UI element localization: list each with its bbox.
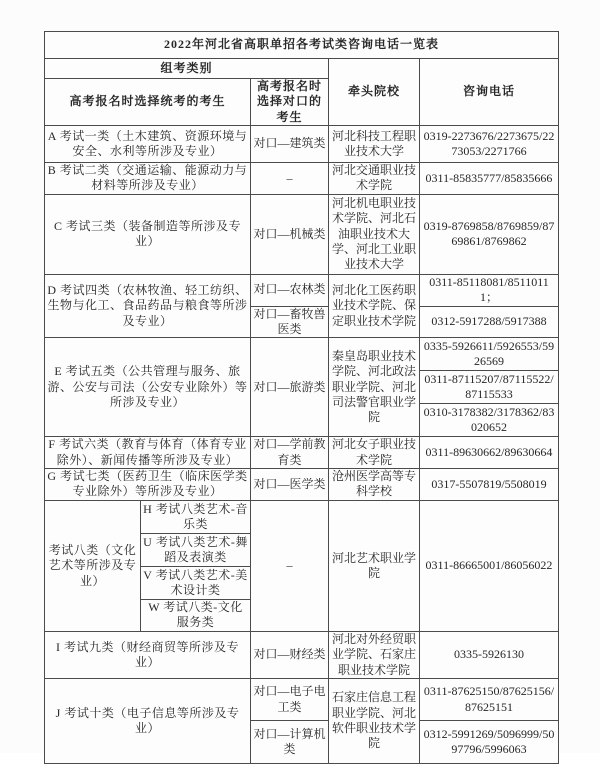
table-row <box>45 338 559 371</box>
school-cell: 秦皇岛职业技术学院、河北政法职业学院、河北司法警官职业学院 <box>329 338 420 437</box>
table-row <box>45 194 559 274</box>
subtype-cell: U 考试八类艺术-舞蹈及表演类 <box>141 533 251 566</box>
subtype-cell: H 考试八类艺术-音乐类 <box>141 500 251 533</box>
table-row <box>45 163 559 195</box>
category-cell: A 考试一类（土木建筑、资源环境与安全、水利等所涉及专业） <box>45 126 251 163</box>
duikou-cell: 对口—医学类 <box>251 468 329 500</box>
school-cell: 河北艺术职业学院 <box>329 500 420 631</box>
phone-cell: 0310-3178382/3178362/83020652 <box>420 404 559 437</box>
duikou-cell: 对口—财经类 <box>251 631 329 678</box>
phone-cell: 0311-87115207/87115522/87115533 <box>420 371 559 404</box>
category-cell: B 考试二类（交通运输、能源动力与材料等所涉及专业） <box>45 163 251 195</box>
school-cell: 河北对外经贸职业学院、石家庄职业技术学院 <box>329 631 420 678</box>
phone-cell: 0311-86665001/86056022 <box>420 500 559 631</box>
category-cell: F 考试六类（教育与体育（体育专业除外）、新闻传播等所涉及专业） <box>45 437 251 469</box>
duikou-cell: 对口—电子电工类 <box>251 679 329 721</box>
school-cell: 河北化工医药职业技术学院、保定职业技术学院 <box>329 274 420 337</box>
phone-cell: 0311-87625150/87625156/87625151 <box>420 679 559 721</box>
duikou-cell: 对口—学前教育类 <box>251 437 329 469</box>
phone-cell: 0335-5926130 <box>420 631 559 678</box>
table-row <box>45 274 559 306</box>
duikou-cell: 对口—建筑类 <box>251 126 329 163</box>
table-row <box>45 437 559 469</box>
duikou-cell: 对口—畜牧兽医类 <box>251 306 329 338</box>
category-cell: C 考试三类（装备制造等所涉及专业） <box>45 194 251 274</box>
duikou-cell: 对口—旅游类 <box>251 338 329 437</box>
header-unified-exam: 高考报名时选择统考的考生 <box>45 79 251 126</box>
table-row <box>45 631 559 678</box>
school-cell: 石家庄信息工程职业学院、河北软件职业技术学院 <box>329 679 420 764</box>
school-cell: 河北机电职业技术学院、河北石油职业技术大学、河北工业职业技术大学 <box>329 194 420 274</box>
phone-cell: 0312-5917288/5917388 <box>420 306 559 338</box>
table-row <box>45 679 559 721</box>
duikou-cell: 对口—计算机类 <box>251 721 329 764</box>
phone-cell: 0311-85835777/85835666 <box>420 163 559 195</box>
header-phone: 咨询电话 <box>420 59 559 126</box>
subtype-cell: W 考试八类-文化服务类 <box>141 599 251 631</box>
duikou-cell: – <box>251 500 329 631</box>
school-cell: 沧州医学高等专科学校 <box>329 468 420 500</box>
table-title: 2022年河北省高职单招各考试类咨询电话一览表 <box>45 32 559 59</box>
school-cell: 河北女子职业技术学院 <box>329 437 420 469</box>
category-cell: J 考试十类（电子信息等所涉及专业） <box>45 679 251 764</box>
duikou-cell: 对口—农林类 <box>251 274 329 306</box>
category-cell: D 考试四类（农林牧渔、轻工纺织、生物与化工、食品药品与粮食等所涉及专业） <box>45 274 251 337</box>
subtype-cell: V 考试八类艺术-美术设计类 <box>141 566 251 599</box>
phone-cell: 0319-8769858/8769859/8769861/8769862 <box>420 194 559 274</box>
phone-cell: 0311-89630662/89630664 <box>420 437 559 469</box>
phone-cell: 0335-5926611/5926553/5926569 <box>420 338 559 371</box>
school-cell: 河北交通职业技术学院 <box>329 163 420 195</box>
table-row <box>45 126 559 163</box>
category-cell: G 考试七类（医药卫生（临床医学类专业除外）等所涉及专业） <box>45 468 251 500</box>
duikou-cell: – <box>251 163 329 195</box>
consultation-phone-table <box>44 31 559 764</box>
phone-cell: 0317-5507819/5508019 <box>420 468 559 500</box>
header-lead-school: 牵头院校 <box>329 59 420 126</box>
phone-cell: 0311-85118081/85110111； <box>420 274 559 306</box>
duikou-cell: 对口—机械类 <box>251 194 329 274</box>
phone-cell: 0319-2273676/2273675/2273053/2271766 <box>420 126 559 163</box>
table-row <box>45 468 559 500</box>
category-cell: I 考试九类（财经商贸等所涉及专业） <box>45 631 251 678</box>
category-cell: 考试八类（文化艺术等所涉及专业） <box>45 500 141 631</box>
category-cell: E 考试五类（公共管理与服务、旅游、公安与司法（公安专业除外）等所涉及专业） <box>45 338 251 437</box>
header-group-category: 组考类别 <box>45 59 329 79</box>
table-row <box>45 500 559 533</box>
header-duikou-exam: 高考报名时选择对口的考生 <box>251 79 329 126</box>
phone-cell: 0312-5991269/5096999/5097796/5996063 <box>420 721 559 764</box>
school-cell: 河北科技工程职业技术大学 <box>329 126 420 163</box>
